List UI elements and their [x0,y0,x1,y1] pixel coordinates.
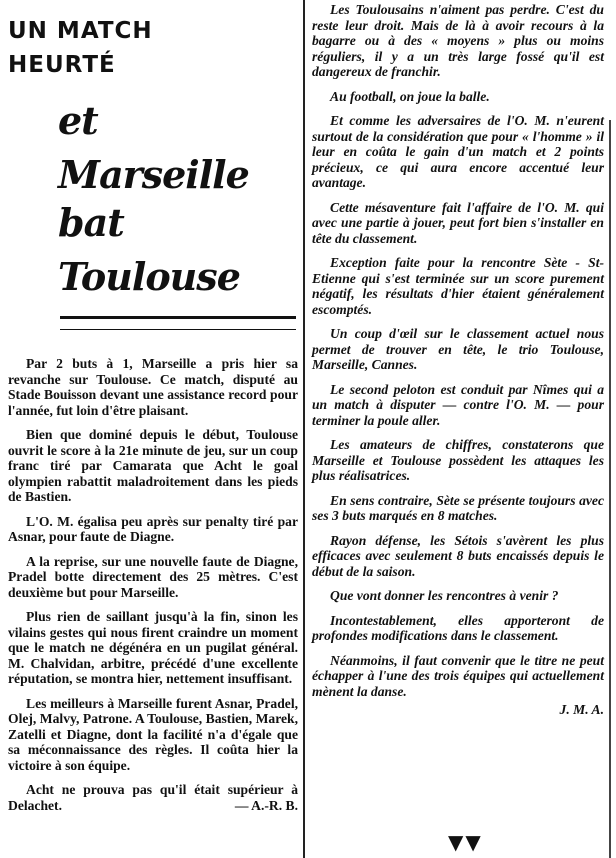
right-column [312,2,604,852]
article-paragraph: Néanmoins, il faut convenir que le titre ne peut échapper à l'une des trois équipes qui actuellement mènent la danse. [312,652,604,699]
byline-signature-right: J. M. A. [559,702,604,717]
column-divider [303,0,305,858]
left-column [8,14,298,854]
article-paragraph: Cette mésaventure fait l'affaire de l'O. M. qui avec une partie à jouer, peut fort bien s'installer en tête du classement. [312,199,604,246]
headline-line-1: et Marseille [58,98,249,197]
article-paragraph: Bien que dominé depuis le début, Toulouse ouvrit le score à la 21e minute de jeu, sur un coup franc tiré par Camarata que Acht le goal olympien rabattit maladroitement dans les pieds de Bastien. [8,427,298,504]
article-paragraph: L'O. M. égalisa peu après sur penalty tiré par Asnar, pour faute de Diagne. [8,513,298,544]
article-paragraph: Que vont donner les rencontres à venir ? [330,588,559,603]
article-paragraph: Le second peloton est conduit par Nîmes qui a un match à disputer — contre l'O. M. — pour terminer la poule aller. [312,381,604,428]
end-mark-icon: ▼▼ [448,830,483,854]
kicker-line-1: UN MATCH [8,18,153,44]
article-paragraph: Incontestablement, elles apporteront de profondes modifications dans le classement. [312,612,604,643]
article-paragraph: Et comme les adversaires de l'O. M. n'eurent surtout de la considération que pour « l'homme » il leur en coûta le gain d'un match et 2 points précieux, ce qui aura encore accentué leur avantage. [312,113,604,190]
article-paragraph: Les amateurs de chiffres, constaterons que Marseille et Toulouse possèdent les attaques les plus réalisatrices. [312,437,604,483]
article-paragraph: Par 2 buts à 1, Marseille a pris hier sa revanche sur Toulouse. Ce match, disputé au Stade Bouisson devant une assistance record pour l'année, fut loin d'être plaisant. [8,356,298,418]
article-paragraph: Au football, on joue la balle. [330,88,490,104]
article-paragraph: Les Toulousains n'aiment pas perdre. C'est du reste leur droit. Mais de là à avoir recours à la bagarre ou à des « moyens » plus ou moins réguliers, il y a un très large fossé qu'il est dangereux de franchir. [312,2,604,79]
headline-rule [60,316,296,330]
article-paragraph: A la reprise, sur une nouvelle faute de Diagne, Pradel botte directement des 25 mètres. C'est deuxième but pour Marseille. [8,553,298,600]
right-edge-divider [609,120,611,858]
article-last-paragraph [8,782,298,813]
article-paragraph: En sens contraire, Sète se présente toujours avec ses 3 buts marqués en 8 matches. [312,492,604,523]
last-paragraph-text: Acht ne prouva pas qu'il était supérieur à Delachet. [8,782,298,813]
article-paragraph: Rayon défense, les Sétois s'avèrent les plus efficaces avec seulement 8 buts encaissés depuis le début de la saison. [312,532,604,579]
article-paragraph: Exception faite pour la rencontre Sète - St-Etienne qui s'est terminée sur un score purement négatif, les résultats d'hier étaient généralement escomptés. [312,255,604,317]
byline-signature: — A.-R. B. [234,797,298,813]
article-paragraph: Les meilleurs à Marseille furent Asnar, Pradel, Olej, Malvy, Patrone. A Toulouse, Bastien, Marek, Zatelli et Diagne, dont la facilité n'a d'égale que sa méconnaissance des règles. Il coûta hier la victoire à son équipe. [8,695,298,773]
article-paragraph: Plus rien de saillant jusqu'à la fin, sinon les vilains gestes qui nous firent craindre un moment que le match ne dégénéra en un pugilat général. M. Chalvidan, arbitre, précédé d'une excellente réputation, se montra hier, nettement insuffisant. [8,609,298,686]
article-paragraph: Un coup d'œil sur le classement actuel nous permet de trouver en tête, le trio Toulouse, Marseille, Cannes. [312,326,604,372]
headline-line-2: bat Toulouse [58,200,240,299]
kicker-line-2: HEURTÉ [8,52,116,78]
